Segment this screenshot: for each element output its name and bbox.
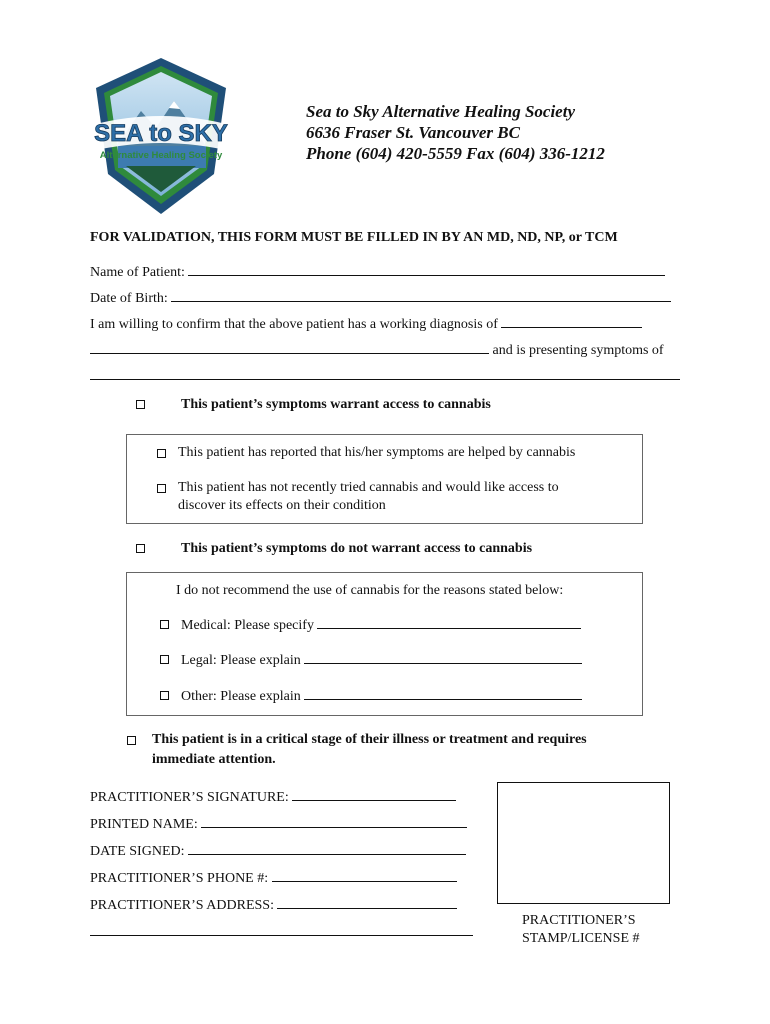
not-tried-cannabis-label-line2: discover its effects on their condition bbox=[178, 498, 386, 513]
legal-reason-label: Legal: Please explain bbox=[181, 653, 301, 668]
other-reason-row bbox=[181, 687, 582, 705]
practitioner-address-field-line2[interactable] bbox=[90, 935, 473, 936]
stamp-label-line2: STAMP/LICENSE # bbox=[522, 931, 640, 946]
practitioner-address-field[interactable] bbox=[277, 896, 457, 909]
date-signed-label: DATE SIGNED: bbox=[90, 844, 185, 859]
critical-stage-label-line1: This patient is in a critical stage of their illness or treatment and requires bbox=[152, 732, 587, 747]
critical-stage-label-line2: immediate attention. bbox=[152, 752, 276, 767]
patient-name-row bbox=[90, 263, 665, 281]
legal-reason-row bbox=[181, 651, 582, 669]
not-recommend-intro: I do not recommend the use of cannabis for the reasons stated below: bbox=[176, 583, 564, 598]
not-tried-cannabis-checkbox[interactable] bbox=[157, 484, 166, 493]
medical-reason-row bbox=[181, 616, 581, 634]
dob-row bbox=[90, 289, 671, 307]
signature-row bbox=[90, 788, 456, 806]
org-name: Sea to Sky Alternative Healing Society bbox=[306, 102, 575, 121]
medical-reason-checkbox[interactable] bbox=[160, 620, 169, 629]
diagnosis-text: I am willing to confirm that the above patient has a working diagnosis of bbox=[90, 317, 498, 332]
dob-label: Date of Birth: bbox=[90, 291, 168, 306]
stamp-license-box[interactable] bbox=[497, 782, 670, 904]
sea-to-sky-logo bbox=[86, 56, 236, 216]
printed-name-field[interactable] bbox=[201, 815, 467, 828]
symptoms-row bbox=[90, 341, 664, 359]
validation-heading: FOR VALIDATION, THIS FORM MUST BE FILLED IN BY AN MD, ND, NP, or TCM bbox=[90, 230, 618, 245]
legal-reason-checkbox[interactable] bbox=[160, 655, 169, 664]
not-warrant-checkbox[interactable] bbox=[136, 544, 145, 553]
helped-by-cannabis-label: This patient has reported that his/her symptoms are helped by cannabis bbox=[178, 445, 576, 460]
legal-reason-field[interactable] bbox=[304, 651, 582, 664]
symptoms-field[interactable] bbox=[90, 379, 680, 380]
practitioner-phone-field[interactable] bbox=[272, 869, 457, 882]
diagnosis-field-continued[interactable] bbox=[90, 341, 489, 354]
warrant-checkbox[interactable] bbox=[136, 400, 145, 409]
stamp-label-line1: PRACTITIONER’S bbox=[522, 913, 636, 928]
not-tried-cannabis-label-line1: This patient has not recently tried cannabis and would like access to bbox=[178, 480, 559, 495]
patient-name-label: Name of Patient: bbox=[90, 265, 185, 280]
dob-field[interactable] bbox=[171, 289, 671, 302]
symptoms-text: and is presenting symptoms of bbox=[492, 343, 664, 358]
helped-by-cannabis-checkbox[interactable] bbox=[157, 449, 166, 458]
practitioner-address-label: PRACTITIONER’S ADDRESS: bbox=[90, 898, 274, 913]
other-reason-field[interactable] bbox=[304, 687, 582, 700]
patient-name-field[interactable] bbox=[188, 263, 665, 276]
medical-reason-field[interactable] bbox=[317, 616, 581, 629]
practitioner-phone-row bbox=[90, 869, 457, 887]
not-warrant-option-label: This patient’s symptoms do not warrant access to cannabis bbox=[181, 541, 533, 556]
logo-brand-main: SEA to SKY bbox=[94, 120, 228, 147]
other-reason-checkbox[interactable] bbox=[160, 691, 169, 700]
critical-stage-checkbox[interactable] bbox=[127, 736, 136, 745]
org-phone-fax: Phone (604) 420-5559 Fax (604) 336-1212 bbox=[306, 144, 605, 163]
diagnosis-row bbox=[90, 315, 642, 333]
logo-brand-sub: Alternative Healing Society bbox=[99, 150, 223, 161]
date-signed-row bbox=[90, 842, 466, 860]
organization-info bbox=[306, 101, 605, 164]
printed-name-label: PRINTED NAME: bbox=[90, 817, 198, 832]
other-reason-label: Other: Please explain bbox=[181, 689, 301, 704]
practitioner-address-row bbox=[90, 896, 457, 914]
signature-label: PRACTITIONER’S SIGNATURE: bbox=[90, 790, 289, 805]
date-signed-field[interactable] bbox=[188, 842, 466, 855]
signature-field[interactable] bbox=[292, 788, 456, 801]
medical-reason-label: Medical: Please specify bbox=[181, 618, 314, 633]
printed-name-row bbox=[90, 815, 467, 833]
stamp-license-label bbox=[522, 912, 640, 948]
practitioner-phone-label: PRACTITIONER’S PHONE #: bbox=[90, 871, 269, 886]
diagnosis-field[interactable] bbox=[501, 315, 642, 328]
warrant-option-label: This patient’s symptoms warrant access to cannabis bbox=[181, 397, 491, 412]
org-address: 6636 Fraser St. Vancouver BC bbox=[306, 123, 520, 142]
